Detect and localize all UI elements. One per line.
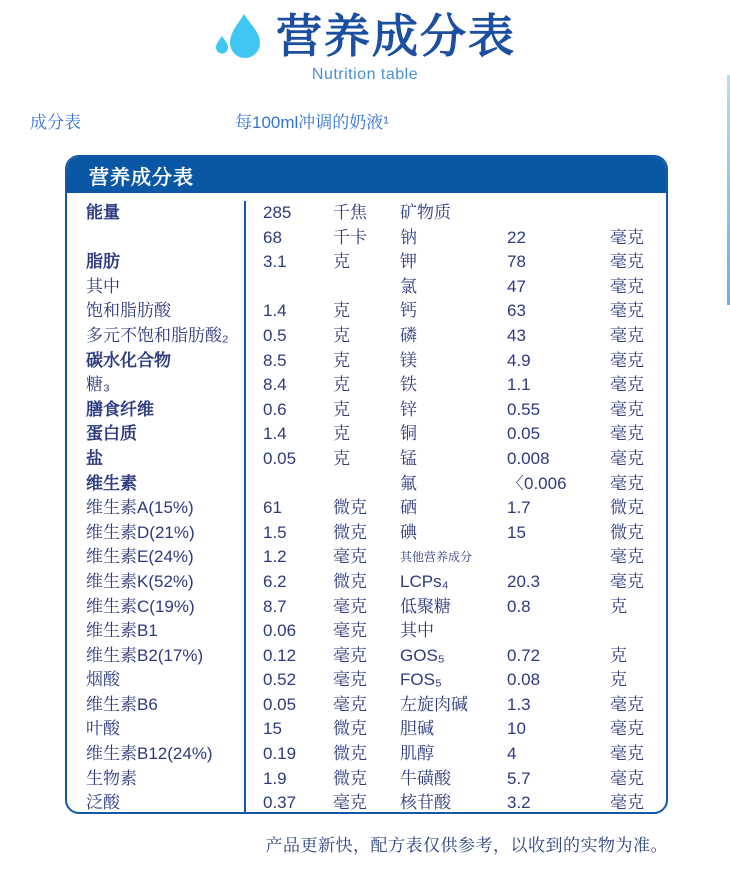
nutrient-label: 能量 xyxy=(67,201,246,226)
table-row xyxy=(67,422,666,447)
nutrient-value: 0.05 xyxy=(263,694,297,714)
nutrient-unit: 克 xyxy=(610,670,627,690)
nutrient-label: 碘 xyxy=(400,522,417,542)
table-row xyxy=(67,595,666,620)
nutrient-unit: 微克 xyxy=(333,571,367,591)
nutrient-label: 碳水化合物 xyxy=(67,349,246,374)
table-row xyxy=(67,767,666,792)
nutrient-unit: 微克 xyxy=(333,744,367,764)
nutrient-value: 3.1 xyxy=(263,252,287,272)
nutrient-label: 维生素B2(17%) xyxy=(67,644,246,669)
nutrient-label: 胆碱 xyxy=(400,719,434,739)
nutrient-unit: 毫克 xyxy=(333,793,367,813)
water-drop-icon xyxy=(214,12,266,62)
nutrient-label: 膳食纤维 xyxy=(67,398,246,423)
nutrient-value: 1.3 xyxy=(507,694,531,714)
nutrient-label: 硒 xyxy=(400,498,417,518)
table-row xyxy=(67,668,666,693)
nutrient-value: 0.52 xyxy=(263,670,297,690)
nutrient-unit: 克 xyxy=(333,325,350,345)
table-row xyxy=(67,570,666,595)
nutrient-unit: 毫克 xyxy=(333,645,367,665)
nutrient-unit: 克 xyxy=(333,399,350,419)
nutrient-value: 0.72 xyxy=(507,645,541,665)
nutrient-unit: 毫克 xyxy=(610,768,644,788)
nutrient-value xyxy=(507,545,610,570)
nutrient-unit: 毫克 xyxy=(610,744,644,764)
nutrient-unit: 毫克 xyxy=(610,694,644,714)
nutrient-label: 多元不饱和脂肪酸₂ xyxy=(67,324,246,349)
page-title: 营养成分表 xyxy=(276,9,516,62)
table-row xyxy=(67,521,666,546)
nutrient-value: 78 xyxy=(507,252,526,272)
nutrient-value: 3.2 xyxy=(507,793,531,813)
nutrient-label: 铁 xyxy=(400,375,417,395)
nutrient-value: 1.1 xyxy=(507,375,531,395)
nutrition-table-header: 营养成分表 xyxy=(67,157,666,193)
nutrient-value xyxy=(246,275,333,300)
table-row xyxy=(67,226,666,251)
nutrient-unit: 克 xyxy=(333,350,350,370)
nutrient-label: 牛磺酸 xyxy=(400,768,451,788)
nutrient-unit: 克 xyxy=(333,252,350,272)
table-row xyxy=(67,447,666,472)
nutrient-unit: 微克 xyxy=(610,522,644,542)
table-row xyxy=(67,791,666,814)
table-row xyxy=(67,373,666,398)
nutrient-value: 8.5 xyxy=(263,350,287,370)
nutrient-label: 氯 xyxy=(400,276,417,296)
nutrient-unit: 克 xyxy=(333,301,350,321)
nutrient-value: 63 xyxy=(507,301,526,321)
nutrient-unit: 毫克 xyxy=(610,375,644,395)
nutrient-label: 维生素B12(24%) xyxy=(67,742,246,767)
nutrient-label: FOS₅ xyxy=(400,670,442,690)
nutrient-unit xyxy=(610,201,666,226)
nutrient-unit: 千卡 xyxy=(333,227,367,247)
nutrient-label: 锌 xyxy=(400,399,417,419)
nutrient-value: 15 xyxy=(263,719,282,739)
nutrient-unit: 毫克 xyxy=(610,227,644,247)
table-row xyxy=(67,742,666,767)
nutrient-value: 0.12 xyxy=(263,645,297,665)
nutrient-label: 维生素K(52%) xyxy=(67,570,246,595)
nutrient-unit: 毫克 xyxy=(610,325,644,345)
nutrient-value: 285 xyxy=(263,203,292,222)
nutrient-value: 5.7 xyxy=(507,768,531,788)
nutrient-value xyxy=(507,201,610,226)
nutrient-label: 氟 xyxy=(400,473,417,493)
nutrient-label: 维生素D(21%) xyxy=(67,521,246,546)
nutrient-value: 47 xyxy=(507,276,526,296)
table-row xyxy=(67,644,666,669)
nutrient-unit: 毫克 xyxy=(333,547,367,567)
nutrient-value: 0.19 xyxy=(263,744,297,764)
table-row xyxy=(67,324,666,349)
table-row xyxy=(67,349,666,374)
nutrient-unit: 微克 xyxy=(333,719,367,739)
nutrient-value: 43 xyxy=(507,325,526,345)
nutrient-value xyxy=(246,472,333,497)
nutrient-label: 叶酸 xyxy=(67,717,246,742)
nutrient-unit: 毫克 xyxy=(333,694,367,714)
nutrient-label: 维生素A(15%) xyxy=(67,496,246,521)
nutrient-unit: 毫克 xyxy=(610,547,644,567)
nutrient-label: 维生素B1 xyxy=(67,619,246,644)
nutrient-label: 维生素C(19%) xyxy=(67,595,246,620)
table-row xyxy=(67,275,666,300)
nutrient-value: 61 xyxy=(263,498,282,518)
nutrient-value: 0.08 xyxy=(507,670,541,690)
nutrient-value: 0.8 xyxy=(507,596,531,616)
nutrient-unit: 毫克 xyxy=(610,252,644,272)
nutrient-value: 68 xyxy=(263,227,282,247)
nutrient-value: 8.7 xyxy=(263,596,287,616)
nutrient-value: 0.6 xyxy=(263,399,287,419)
nutrient-value: 0.008 xyxy=(507,448,550,468)
nutrient-label: 泛酸 xyxy=(67,791,246,814)
nutrient-unit: 毫克 xyxy=(610,571,644,591)
table-row xyxy=(67,472,666,497)
nutrient-unit xyxy=(610,619,666,644)
disclaimer-note: 产品更新快，配方表仅供参考，以收到的实物为准。 xyxy=(265,836,668,855)
nutrient-label: LCPs₄ xyxy=(400,571,449,591)
nutrient-value: 8.4 xyxy=(263,375,287,395)
table-row xyxy=(67,545,666,570)
nutrient-unit: 克 xyxy=(333,424,350,444)
nutrient-unit: 毫克 xyxy=(610,793,644,813)
nutrient-unit: 克 xyxy=(610,596,627,616)
nutrient-value: 0.55 xyxy=(507,399,541,419)
nutrient-value: 1.2 xyxy=(263,547,287,567)
nutrient-label: 烟酸 xyxy=(67,668,246,693)
nutrient-label: 其他营养成分 xyxy=(400,550,473,565)
nutrient-label: 其中 xyxy=(67,275,246,300)
table-row xyxy=(67,496,666,521)
nutrient-value xyxy=(507,619,610,644)
nutrient-unit: 微克 xyxy=(610,498,644,518)
table-row xyxy=(67,717,666,742)
table-row xyxy=(67,619,666,644)
nutrient-label: 维生素 xyxy=(67,472,246,497)
nutrient-label: 矿物质 xyxy=(400,203,451,222)
nutrient-unit xyxy=(333,275,400,300)
table-row xyxy=(67,398,666,423)
nutrient-unit: 微克 xyxy=(333,498,367,518)
nutrient-value: 4.9 xyxy=(507,350,531,370)
nutrient-value: 1.4 xyxy=(263,424,287,444)
nutrient-unit: 毫克 xyxy=(610,473,644,493)
nutrient-value: 0.5 xyxy=(263,325,287,345)
nutrient-label: 核苷酸 xyxy=(400,793,451,813)
nutrient-unit: 千焦 xyxy=(333,203,367,222)
nutrient-label: 饱和脂肪酸 xyxy=(67,299,246,324)
nutrient-label: 其中 xyxy=(400,621,434,641)
nutrient-value: 22 xyxy=(507,227,526,247)
nutrient-label: 脂肪 xyxy=(67,250,246,275)
nutrient-value: 0.05 xyxy=(507,424,541,444)
nutrient-unit: 毫克 xyxy=(610,424,644,444)
page-header xyxy=(0,10,730,84)
table-row xyxy=(67,201,666,226)
nutrient-unit xyxy=(333,472,400,497)
nutrient-unit: 毫克 xyxy=(333,596,367,616)
nutrient-unit: 毫克 xyxy=(610,350,644,370)
nutrient-unit: 克 xyxy=(333,375,350,395)
nutrient-label: 糖₃ xyxy=(67,373,246,398)
nutrient-unit: 毫克 xyxy=(333,670,367,690)
nutrient-unit: 毫克 xyxy=(610,399,644,419)
nutrient-label: 维生素B6 xyxy=(67,693,246,718)
nutrient-value: 0.06 xyxy=(263,621,297,641)
nutrition-table xyxy=(65,155,668,814)
nutrient-label: 铜 xyxy=(400,424,417,444)
nutrient-value: 〈0.006 xyxy=(507,473,567,493)
nutrient-label: 镁 xyxy=(400,350,417,370)
nutrient-value: 20.3 xyxy=(507,571,541,591)
nutrient-unit: 毫克 xyxy=(610,719,644,739)
nutrient-label: GOS₅ xyxy=(400,645,445,665)
nutrient-unit: 微克 xyxy=(333,522,367,542)
ingredient-table-label: 成分表 xyxy=(30,113,81,132)
page-subtitle: Nutrition table xyxy=(311,66,419,83)
nutrient-unit: 毫克 xyxy=(610,276,644,296)
nutrient-value: 1.9 xyxy=(263,768,287,788)
table-body xyxy=(67,193,666,814)
nutrient-label: 低聚糖 xyxy=(400,596,451,616)
table-row xyxy=(67,299,666,324)
nutrient-unit: 克 xyxy=(333,448,350,468)
nutrient-unit: 毫克 xyxy=(610,301,644,321)
nutrient-label: 肌醇 xyxy=(400,744,434,764)
nutrient-label: 锰 xyxy=(400,448,417,468)
nutrient-value: 15 xyxy=(507,522,526,542)
nutrient-label: 生物素 xyxy=(67,767,246,792)
nutrient-label: 钾 xyxy=(400,252,417,272)
nutrient-label: 钙 xyxy=(400,301,417,321)
nutrient-label: 蛋白质 xyxy=(67,422,246,447)
nutrient-value: 10 xyxy=(507,719,526,739)
nutrient-label: 左旋肉碱 xyxy=(400,694,468,714)
nutrient-unit: 微克 xyxy=(333,768,367,788)
nutrient-value: 0.37 xyxy=(263,793,297,813)
nutrient-label: 盐 xyxy=(67,447,246,472)
per-100ml-label: 每100ml冲调的奶液¹ xyxy=(235,113,389,132)
nutrient-value: 0.05 xyxy=(263,448,297,468)
nutrient-label xyxy=(67,226,246,251)
table-row xyxy=(67,250,666,275)
nutrient-value: 1.4 xyxy=(263,301,287,321)
nutrient-label: 磷 xyxy=(400,325,417,345)
nutrient-value: 1.5 xyxy=(263,522,287,542)
table-row xyxy=(67,693,666,718)
nutrient-value: 4 xyxy=(507,744,517,764)
nutrient-label: 维生素E(24%) xyxy=(67,545,246,570)
nutrient-unit: 毫克 xyxy=(610,448,644,468)
nutrient-unit: 毫克 xyxy=(333,621,367,641)
nutrient-unit: 克 xyxy=(610,645,627,665)
nutrient-label: 钠 xyxy=(400,227,417,247)
nutrient-value: 6.2 xyxy=(263,571,287,591)
nutrient-value: 1.7 xyxy=(507,498,531,518)
